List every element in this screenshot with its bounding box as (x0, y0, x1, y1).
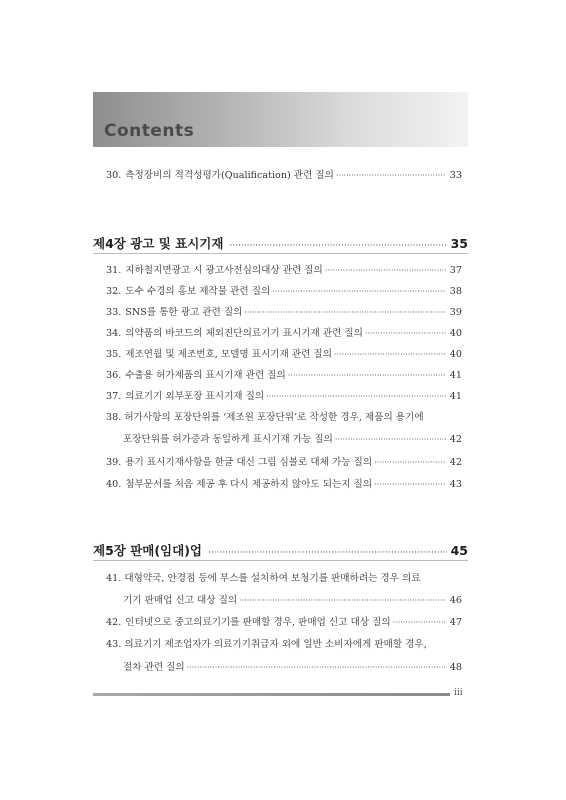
leader-dots (239, 596, 446, 605)
entry-title: 허가사항의 포장단위를 ‘제조원 포장단위’로 작성한 경우, 제품의 용기에 (124, 412, 424, 423)
toc-entry[interactable] (106, 476, 462, 490)
leader-dots (208, 548, 447, 558)
entry-page: 38 (449, 286, 462, 297)
toc-entry-continuation[interactable] (123, 431, 462, 445)
toc-entry[interactable] (106, 614, 462, 628)
leader-dots (288, 371, 446, 380)
entry-page: 48 (449, 662, 462, 673)
entry-title: 대형약국, 안경점 등에 부스를 설치하여 보청기를 판매하려는 경우 의료 (124, 573, 421, 584)
chapter-title: 제5장 판매(임대)업 (93, 543, 203, 558)
entry-title: SNS를 통한 광고 관련 질의 (125, 307, 243, 318)
chapter-title: 제4장 광고 및 표시기재 (93, 236, 224, 251)
toc-entry[interactable] (106, 388, 462, 402)
toc-entry[interactable] (106, 167, 462, 181)
entry-number: 35. (106, 349, 122, 360)
leader-dots (266, 392, 446, 401)
entry-page: 41 (449, 370, 462, 381)
entry-title: 제조연월 및 제조번호, 모델명 표시기재 관련 질의 (125, 349, 332, 360)
leader-dots (335, 435, 446, 444)
leader-dots (325, 266, 446, 275)
entry-title: 지하철지면광고 시 광고사전심의대상 관련 질의 (125, 265, 323, 276)
entry-number: 41. (106, 573, 122, 584)
toc-entry-first-line[interactable] (106, 636, 427, 650)
entry-title: 인터넷으로 중고의료기기를 판매할 경우, 판매업 신고 대상 질의 (125, 617, 391, 628)
toc-entry[interactable] (106, 325, 462, 339)
chapter-divider (93, 560, 468, 561)
entry-page: 33 (449, 170, 462, 181)
entry-title-continued: 포장단위를 허가증과 동일하게 표시기재 가능 질의 (123, 434, 333, 445)
entry-title-continued: 기기 판매업 신고 대상 질의 (123, 595, 238, 606)
leader-dots (272, 287, 446, 296)
toc-entry-first-line[interactable] (106, 409, 424, 423)
leader-dots (365, 329, 446, 338)
chapter-heading[interactable] (93, 541, 468, 559)
toc-entry[interactable] (106, 346, 462, 360)
toc-entry-first-line[interactable] (106, 570, 421, 584)
toc-entry-continuation[interactable] (123, 592, 462, 606)
chapter-page: 45 (450, 543, 468, 558)
entry-number: 40. (106, 479, 122, 490)
toc-entry-continuation[interactable] (123, 659, 462, 673)
entry-number: 31. (106, 265, 122, 276)
entry-title: 의약품의 바코드의 체외진단의료기기 표시기재 관련 질의 (125, 328, 363, 339)
entry-title: 의료기기 제조업자가 의료기기취급자 외에 일반 소비자에게 판매할 경우, (124, 639, 427, 650)
entry-page: 42 (449, 434, 462, 445)
toc-entry[interactable] (106, 262, 462, 276)
contents-banner (93, 92, 468, 147)
leader-dots (374, 458, 446, 467)
chapter-heading[interactable] (93, 234, 468, 252)
entry-page: 41 (449, 391, 462, 402)
toc-entry[interactable] (106, 454, 462, 468)
leader-dots (374, 480, 446, 489)
entry-title: 수출용 허가제품의 표시기재 관련 질의 (125, 370, 286, 381)
entry-title: 의료기기 외부포장 표시기재 질의 (125, 391, 265, 402)
leader-dots (229, 241, 446, 251)
entry-number: 33. (106, 307, 122, 318)
entry-page: 46 (449, 595, 462, 606)
leader-dots (334, 350, 446, 359)
entry-page: 47 (449, 617, 462, 628)
chapter-divider (93, 253, 468, 254)
entry-page: 37 (449, 265, 462, 276)
leader-dots (244, 308, 445, 317)
entry-number: 30. (106, 170, 122, 181)
entry-number: 38. (106, 412, 122, 423)
entry-number: 37. (106, 391, 122, 402)
leader-dots (336, 171, 446, 180)
entry-number: 43. (106, 639, 122, 650)
entry-title: 용기 표시기재사항을 한글 대신 그림 심볼로 대체 가능 질의 (125, 457, 373, 468)
entry-number: 42. (106, 617, 122, 628)
entry-page: 40 (449, 328, 462, 339)
leader-dots (393, 618, 446, 627)
entry-number: 39. (106, 457, 122, 468)
entry-number: 34. (106, 328, 122, 339)
page-number: iii (454, 688, 463, 698)
entry-title: 도수 수경의 홍보 제작물 관련 질의 (125, 286, 271, 297)
chapter-page: 35 (450, 236, 468, 251)
banner-title: Contents (104, 121, 195, 141)
entry-page: 40 (449, 349, 462, 360)
entry-page: 42 (449, 457, 462, 468)
entry-page: 39 (449, 307, 462, 318)
entry-title-continued: 절차 관련 질의 (123, 662, 185, 673)
toc-entry[interactable] (106, 367, 462, 381)
toc-entry[interactable] (106, 283, 462, 297)
entry-title: 측정장비의 적격성평가(Qualification) 관련 질의 (125, 170, 334, 181)
entry-title: 첨부문서를 처음 제공 후 다시 제공하지 않아도 되는지 질의 (125, 479, 373, 490)
footer-bar (93, 693, 450, 696)
entry-number: 32. (106, 286, 122, 297)
entry-page: 43 (449, 479, 462, 490)
entry-number: 36. (106, 370, 122, 381)
toc-entry[interactable] (106, 304, 462, 318)
leader-dots (187, 663, 446, 672)
